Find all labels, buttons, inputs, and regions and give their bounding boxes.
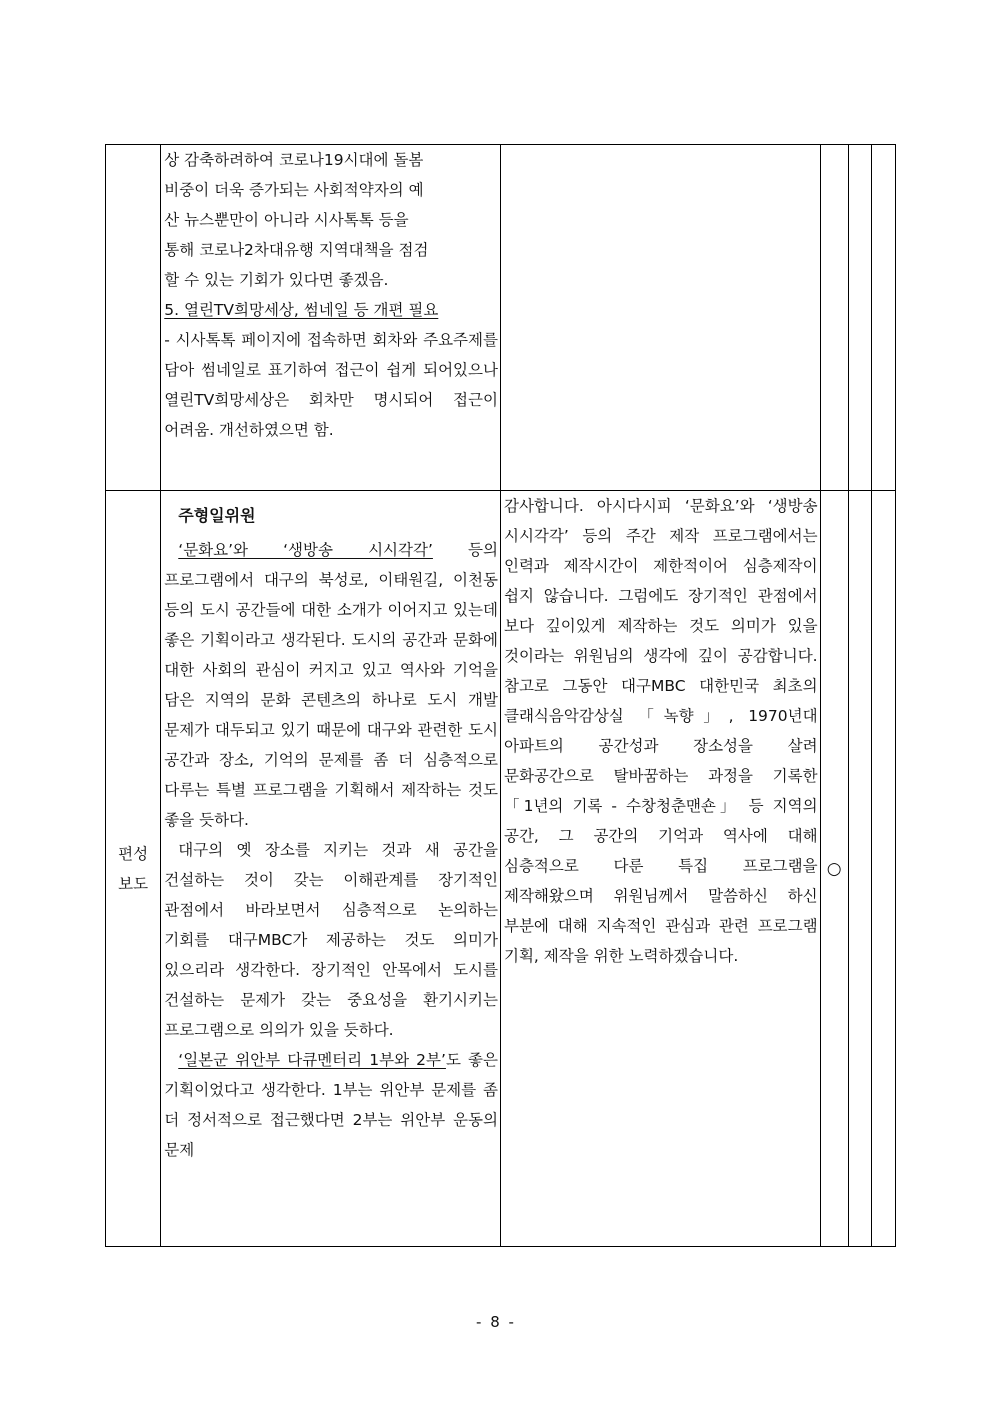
- mark-cell: [871, 491, 895, 1247]
- answer-text: 감사합니다. 아시다시피 ‘문화요’와 ‘생방송 시시각각’ 등의 주간 제작 프로그램에서는 인력과 제작시간이 제한적이어 심층제작이 쉽지 않습니다. 그럼에도 장기적인 관점에서 보다 깊이있게 제작하는 것도 의미가 있을 것이라는 위원님의 생각에 깊이 공감합니다. 참고로 그동안 대구MBC 대한민국 최초의 클래식음악감상실 「녹향」, 1970년대 아파트의 공간성과 장소성을 살려 문화공간으로 탈바꿈하는 과정을 기록한 「1년의 기록 - 수창청춘맨숀」 등 지역의 공간, 그 공간의 기억과 역사에 대해 심층적으로 다룬 특집 프로그램을 제작해왔으며 위원님께서 말씀하신 하신 부분에 대해 지속적인 관심과 관련 프로그램 기획, 제작을 위한 노력하겠습니다.: [503, 497, 818, 965]
- category-label: 편성 보도: [118, 844, 149, 893]
- opinion-text: 도 좋은 기획이었다고 생각한다. 1부는 위안부 문제를 좀 더 정서적으로 접근했다면 2부는 위안부 운동의 문제: [164, 1051, 498, 1159]
- category-cell: [106, 145, 161, 491]
- opinion-paragraph: [164, 535, 498, 835]
- opinion-paragraph: 대구의 옛 장소를 지키는 것과 새 공간을 건설하는 것이 갖는 이해관계를 장기적인 관점에서 바라보면서 심층적으로 논의하는 기회를 대구MBC가 제공하는 것도 의미가 있으리라 생각한다. 장기적인 안목에서 도시를 건설하는 문제가 갖는 중요성을 환기시키는 프로그램으로 의의가 있을 듯하다.: [164, 841, 498, 1039]
- mark-cell: [871, 145, 895, 491]
- opinion-line: 비중이 더욱 증가되는 사회적약자의 예: [164, 181, 424, 199]
- mark-cell: [820, 145, 848, 491]
- program-title: ‘일본군 위안부 다큐멘터리 1부와 2부’: [178, 1051, 446, 1069]
- page-number: - 8 -: [476, 1313, 516, 1331]
- opinion-line: 산 뉴스뿐만이 아니라 시사톡톡 등을: [164, 211, 409, 229]
- opinion-table: [105, 144, 896, 1247]
- mark-cell: [848, 491, 871, 1247]
- answer-cell: [500, 491, 820, 1247]
- item-text: - 시사톡톡 페이지에 접속하면 회차와 주요주제를 담아 썸네일로 표기하여 접근이 쉽게 되어있으나 열린TV희망세상은 회차만 명시되어 접근이 어려움. 개선하였으면 함.: [164, 331, 498, 439]
- table-row: [106, 491, 896, 1247]
- opinion-cell: [161, 491, 501, 1247]
- opinion-line: 상 감축하려하여 코로나19시대에 돌봄: [164, 151, 424, 169]
- item-heading: 5. 열린TV희망세상, 썸네일 등 개편 필요: [164, 301, 439, 319]
- circle-mark: ○: [826, 858, 842, 879]
- member-name: 주형일위원: [178, 506, 256, 525]
- mark-cell: [848, 145, 871, 491]
- answer-cell: [500, 145, 820, 491]
- opinion-paragraph: [164, 1045, 498, 1165]
- category-cell: [106, 491, 161, 1247]
- opinion-cell: [161, 145, 501, 491]
- opinion-line: 할 수 있는 기회가 있다면 좋겠음.: [164, 271, 389, 289]
- table-row: [106, 145, 896, 491]
- opinion-text: 등의 프로그램에서 대구의 북성로, 이태원길, 이천동 등의 도시 공간들에 대한 소개가 이어지고 있는데 좋은 기획이라고 생각된다. 도시의 공간과 문화에 대한 사회의 관심이 커지고 있고 역사와 기억을 담은 지역의 문화 콘텐츠의 하나로 도시 개발 문제가 대두되고 있기 때문에 대구와 관련한 도시 공간과 장소, 기억의 문제를 좀 더 심층적으로 다루는 특별 프로그램을 기획해서 제작하는 것도 좋을 듯하다.: [164, 541, 498, 829]
- program-title: ‘문화요’와 ‘생방송 시시각각’: [178, 541, 433, 559]
- mark-cell: [820, 491, 848, 1247]
- opinion-line: 통해 코로나2차대유행 지역대책을 점검: [164, 241, 429, 259]
